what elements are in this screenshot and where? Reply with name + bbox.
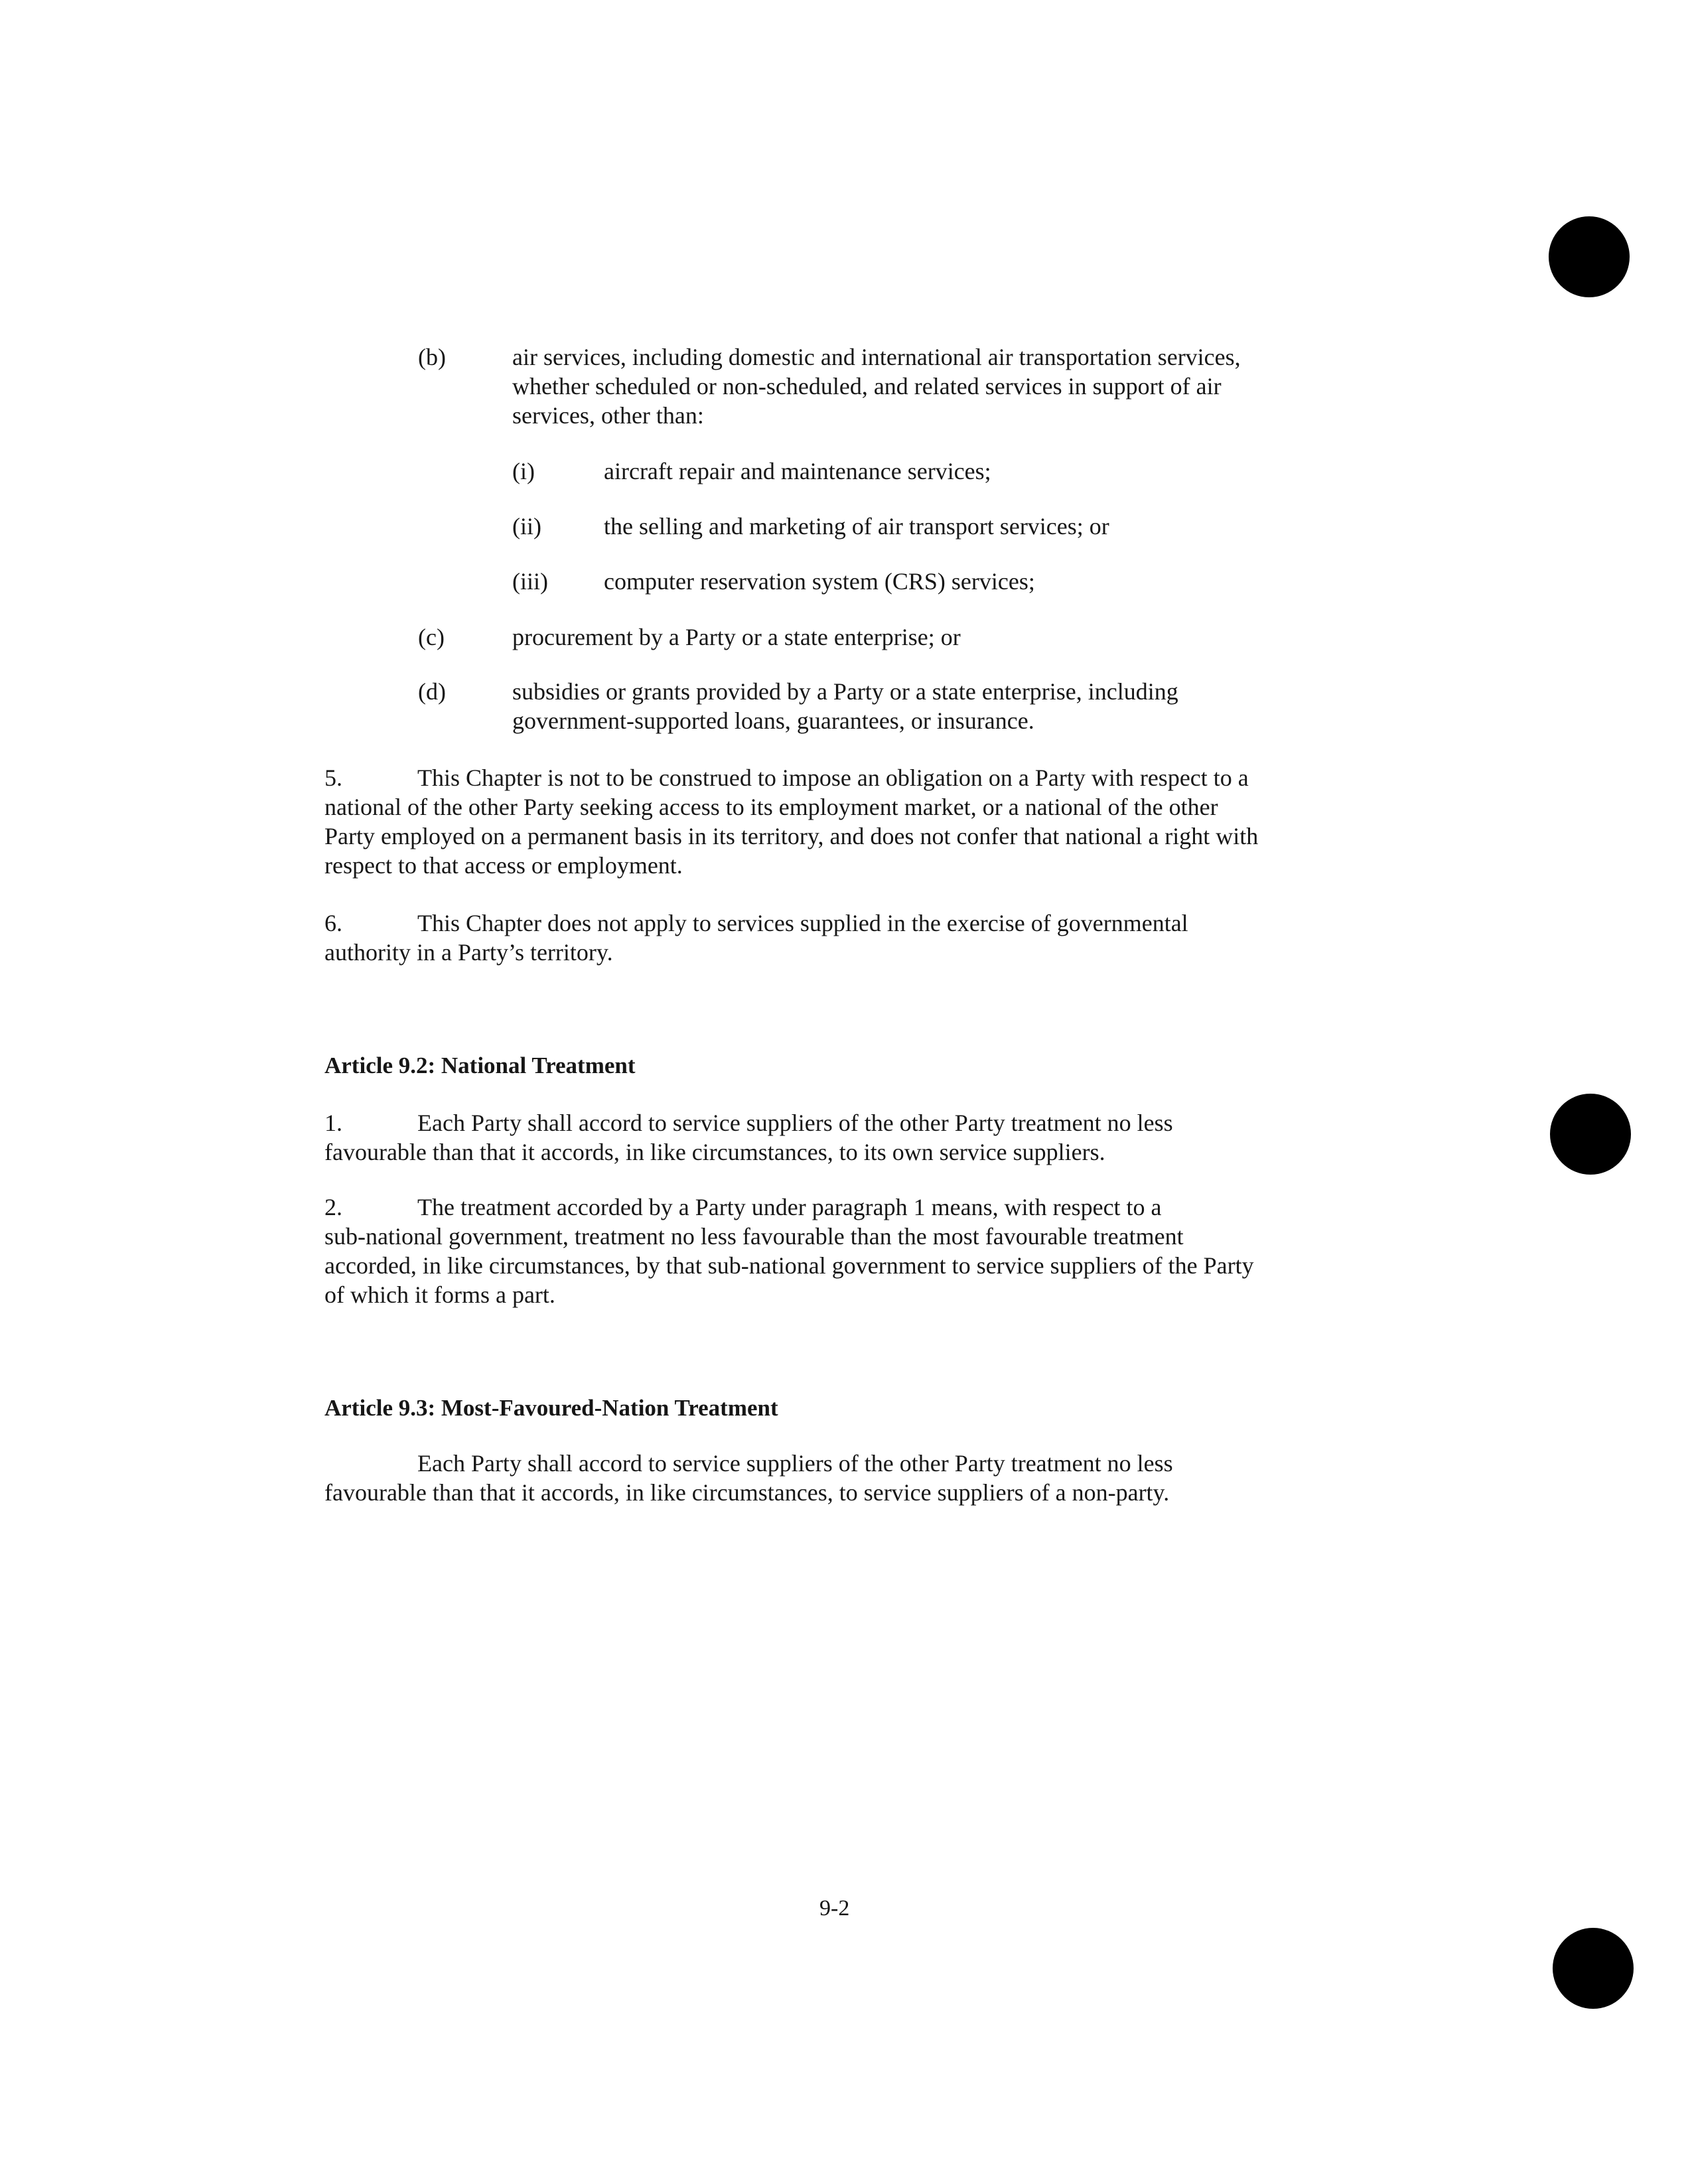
- article-9-2-paragraph-2-number: 2.: [324, 1194, 342, 1220]
- paragraph-6-line-2: authority in a Party’s territory.: [324, 939, 613, 966]
- article-9-2-p1-line-2: favourable than that it accords, in like circumstances, to its own service suppliers.: [324, 1139, 1105, 1165]
- punch-hole-top: [1549, 216, 1630, 297]
- article-9-2-p2-line-4: of which it forms a part.: [324, 1281, 555, 1308]
- article-9-2-p2-line-3: accorded, in like circumstances, by that sub-national government to service suppliers of the Party: [324, 1252, 1254, 1279]
- paragraph-5-line-2: national of the other Party seeking access to its employment market, or a national of the other: [324, 794, 1218, 820]
- item-d-line-1: subsidies or grants provided by a Party or a state enterprise, including: [512, 678, 1178, 705]
- article-9-2-p1-line-1: Each Party shall accord to service suppliers of the other Party treatment no less: [417, 1110, 1173, 1136]
- paragraph-5-line-3: Party employed on a permanent basis in its territory, and does not confer that national a right with: [324, 823, 1259, 849]
- article-9-2-heading: Article 9.2: National Treatment: [324, 1053, 636, 1078]
- article-9-2-paragraph-1-number: 1.: [324, 1110, 342, 1136]
- article-9-3-line-1: Each Party shall accord to service suppliers of the other Party treatment no less: [417, 1450, 1173, 1477]
- item-d-line-2: government-supported loans, guarantees, or insurance.: [512, 707, 1034, 734]
- article-9-3-paragraph: [324, 1449, 1346, 1507]
- subitem-ii-text: the selling and marketing of air transport services; or: [604, 513, 1109, 540]
- article-9-2-p2-line-1: The treatment accorded by a Party under paragraph 1 means, with respect to a: [417, 1194, 1162, 1220]
- item-b-line-2: whether scheduled or non-scheduled, and related services in support of air: [512, 373, 1222, 400]
- item-c-label: (c): [418, 624, 445, 650]
- item-b-text: [512, 342, 1342, 430]
- article-9-2-paragraph-2: [324, 1193, 1346, 1309]
- article-9-2-p2-line-2: sub-national government, treatment no less favourable than the most favourable treatment: [324, 1223, 1184, 1250]
- item-c-line-1: procurement by a Party or a state enterprise; or: [512, 624, 961, 650]
- punch-hole-bottom: [1553, 1928, 1634, 2009]
- item-b-label: (b): [418, 344, 446, 370]
- item-b-line-3: services, other than:: [512, 402, 704, 429]
- punch-hole-middle: [1550, 1094, 1631, 1175]
- subitem-ii-label: (ii): [512, 513, 541, 540]
- paragraph-6: [324, 909, 1346, 967]
- item-d-text: [512, 677, 1342, 735]
- paragraph-6-line-1: This Chapter does not apply to services supplied in the exercise of governmental: [417, 910, 1188, 936]
- paragraph-5-number: 5.: [324, 764, 342, 791]
- subitem-i-label: (i): [512, 458, 535, 484]
- subitem-i-text: aircraft repair and maintenance services;: [604, 458, 991, 484]
- page-number: 9-2: [819, 1896, 850, 1921]
- article-9-3-heading: Article 9.3: Most-Favoured-Nation Treatment: [324, 1395, 778, 1421]
- item-b-line-1: air services, including domestic and international air transportation services,: [512, 344, 1241, 370]
- paragraph-6-number: 6.: [324, 910, 342, 936]
- article-9-3-line-2: favourable than that it accords, in like circumstances, to service suppliers of a non-party.: [324, 1479, 1170, 1506]
- paragraph-5-line-1: This Chapter is not to be construed to impose an obligation on a Party with respect to a: [417, 764, 1249, 791]
- subitem-iii-label: (iii): [512, 568, 548, 595]
- paragraph-5: [324, 763, 1346, 880]
- item-d-label: (d): [418, 678, 446, 705]
- paragraph-5-line-4: respect to that access or employment.: [324, 852, 683, 879]
- article-9-2-paragraph-1: [324, 1108, 1346, 1167]
- item-c-text: [512, 622, 1342, 652]
- subitem-iii-text: computer reservation system (CRS) services;: [604, 568, 1035, 595]
